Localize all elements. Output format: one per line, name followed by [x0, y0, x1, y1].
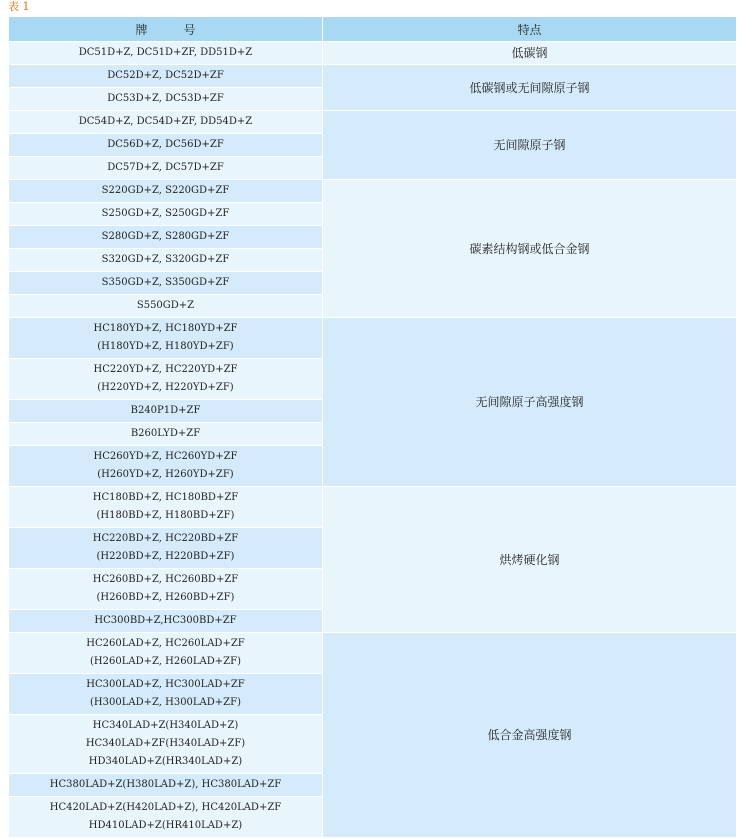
- grade-line: S320GD+Z, S320GD+ZF: [101, 254, 230, 265]
- grade-line: (H220YD+Z, H220YD+ZF): [97, 382, 234, 393]
- grade-line: S350GD+Z, S350GD+ZF: [101, 277, 230, 288]
- grade-cell: [9, 569, 323, 610]
- grade-cell: [9, 446, 323, 487]
- grade-line: HC180BD+Z, HC180BD+ZF: [92, 492, 239, 503]
- grade-cell: [9, 359, 323, 400]
- feature-cell: 低碳钢: [323, 42, 737, 65]
- grade-line: HC380LAD+Z(H380LAD+Z), HC380LAD+ZF: [49, 779, 282, 790]
- grade-cell: [9, 774, 323, 797]
- grade-line: (H260BD+Z, H260BD+ZF): [96, 592, 235, 603]
- table-row: [9, 318, 737, 359]
- table-row: [9, 180, 737, 203]
- grade-cell: [9, 88, 323, 111]
- grade-cell: [9, 111, 323, 134]
- grade-cell: [9, 180, 323, 203]
- grade-line: (H260YD+Z, H260YD+ZF): [97, 469, 234, 480]
- grade-cell: [9, 487, 323, 528]
- header-row: [9, 17, 737, 42]
- grade-line: HC340LAD+ZF(H340LAD+ZF): [85, 738, 246, 749]
- grade-cell: [9, 42, 323, 65]
- steel-grade-table: [8, 16, 737, 838]
- grade-cell: [9, 272, 323, 295]
- grade-line: S220GD+Z, S220GD+ZF: [101, 185, 230, 196]
- grade-line: DC52D+Z, DC52D+ZF: [107, 70, 224, 81]
- grade-line: B260LYD+ZF: [130, 428, 201, 439]
- grade-line: DC51D+Z, DC51D+ZF, DD51D+Z: [78, 47, 253, 58]
- grade-line: HD410LAD+Z(HR410LAD+Z): [88, 820, 243, 831]
- grade-cell: [9, 633, 323, 674]
- grade-line: HC260BD+Z, HC260BD+ZF: [92, 574, 239, 585]
- feature-cell: 碳素结构钢或低合金钢: [323, 180, 737, 318]
- grade-cell: [9, 157, 323, 180]
- grade-cell: [9, 400, 323, 423]
- table-row: [9, 487, 737, 528]
- grade-line: HC340LAD+Z(H340LAD+Z): [92, 720, 239, 731]
- grade-cell: [9, 528, 323, 569]
- feature-cell: 低碳钢或无间隙原子钢: [323, 65, 737, 111]
- grade-line: DC54D+Z, DC54D+ZF, DD54D+Z: [78, 116, 253, 127]
- grade-cell: [9, 203, 323, 226]
- grade-line: S250GD+Z, S250GD+ZF: [101, 208, 230, 219]
- table-row: [9, 65, 737, 88]
- grade-line: (H260LAD+Z, H260LAD+ZF): [90, 656, 241, 667]
- grade-cell: [9, 610, 323, 633]
- grade-line: HC260LAD+Z, HC260LAD+ZF: [86, 638, 245, 649]
- grade-cell: [9, 715, 323, 774]
- feature-cell: 烘烤硬化钢: [323, 487, 737, 633]
- table-row: [9, 633, 737, 674]
- grade-line: HC420LAD+Z(H420LAD+Z), HC420LAD+ZF: [49, 802, 282, 813]
- grade-cell: [9, 226, 323, 249]
- table-row: [9, 42, 737, 65]
- grade-cell: [9, 423, 323, 446]
- grade-line: (H180BD+Z, H180BD+ZF): [96, 510, 235, 521]
- grade-cell: [9, 318, 323, 359]
- grade-line: DC57D+Z, DC57D+ZF: [107, 162, 224, 173]
- grade-cell: [9, 65, 323, 88]
- grade-line: (H300LAD+Z, H300LAD+ZF): [90, 697, 241, 708]
- grade-line: HD340LAD+Z(HR340LAD+Z): [88, 756, 243, 767]
- grade-line: HC260YD+Z, HC260YD+ZF: [93, 451, 238, 462]
- feature-cell: 低合金高强度钢: [323, 633, 737, 838]
- grade-line: B240P1D+ZF: [130, 405, 201, 416]
- feature-cell: 无间隙原子高强度钢: [323, 318, 737, 487]
- grade-cell: [9, 249, 323, 272]
- grade-line: S550GD+Z: [136, 300, 195, 311]
- grade-line: HC220BD+Z, HC220BD+ZF: [92, 533, 239, 544]
- header-feature: 特点: [323, 17, 737, 42]
- header-grade: 牌 号: [9, 17, 323, 42]
- feature-cell: 无间隙原子钢: [323, 111, 737, 180]
- grade-line: S280GD+Z, S280GD+ZF: [101, 231, 230, 242]
- grade-line: HC220YD+Z, HC220YD+ZF: [93, 364, 238, 375]
- grade-line: HC300BD+Z,HC300BD+ZF: [94, 615, 237, 626]
- grade-cell: [9, 674, 323, 715]
- grade-line: HC180YD+Z, HC180YD+ZF: [93, 323, 238, 334]
- grade-cell: [9, 295, 323, 318]
- grade-line: DC53D+Z, DC53D+ZF: [107, 93, 224, 104]
- grade-cell: [9, 797, 323, 838]
- table-row: [9, 111, 737, 134]
- grade-line: HC300LAD+Z, HC300LAD+ZF: [86, 679, 245, 690]
- table-caption: 表 1: [8, 0, 30, 13]
- grade-line: (H180YD+Z, H180YD+ZF): [97, 341, 234, 352]
- grade-cell: [9, 134, 323, 157]
- grade-line: DC56D+Z, DC56D+ZF: [107, 139, 224, 150]
- grade-line: (H220BD+Z, H220BD+ZF): [96, 551, 235, 562]
